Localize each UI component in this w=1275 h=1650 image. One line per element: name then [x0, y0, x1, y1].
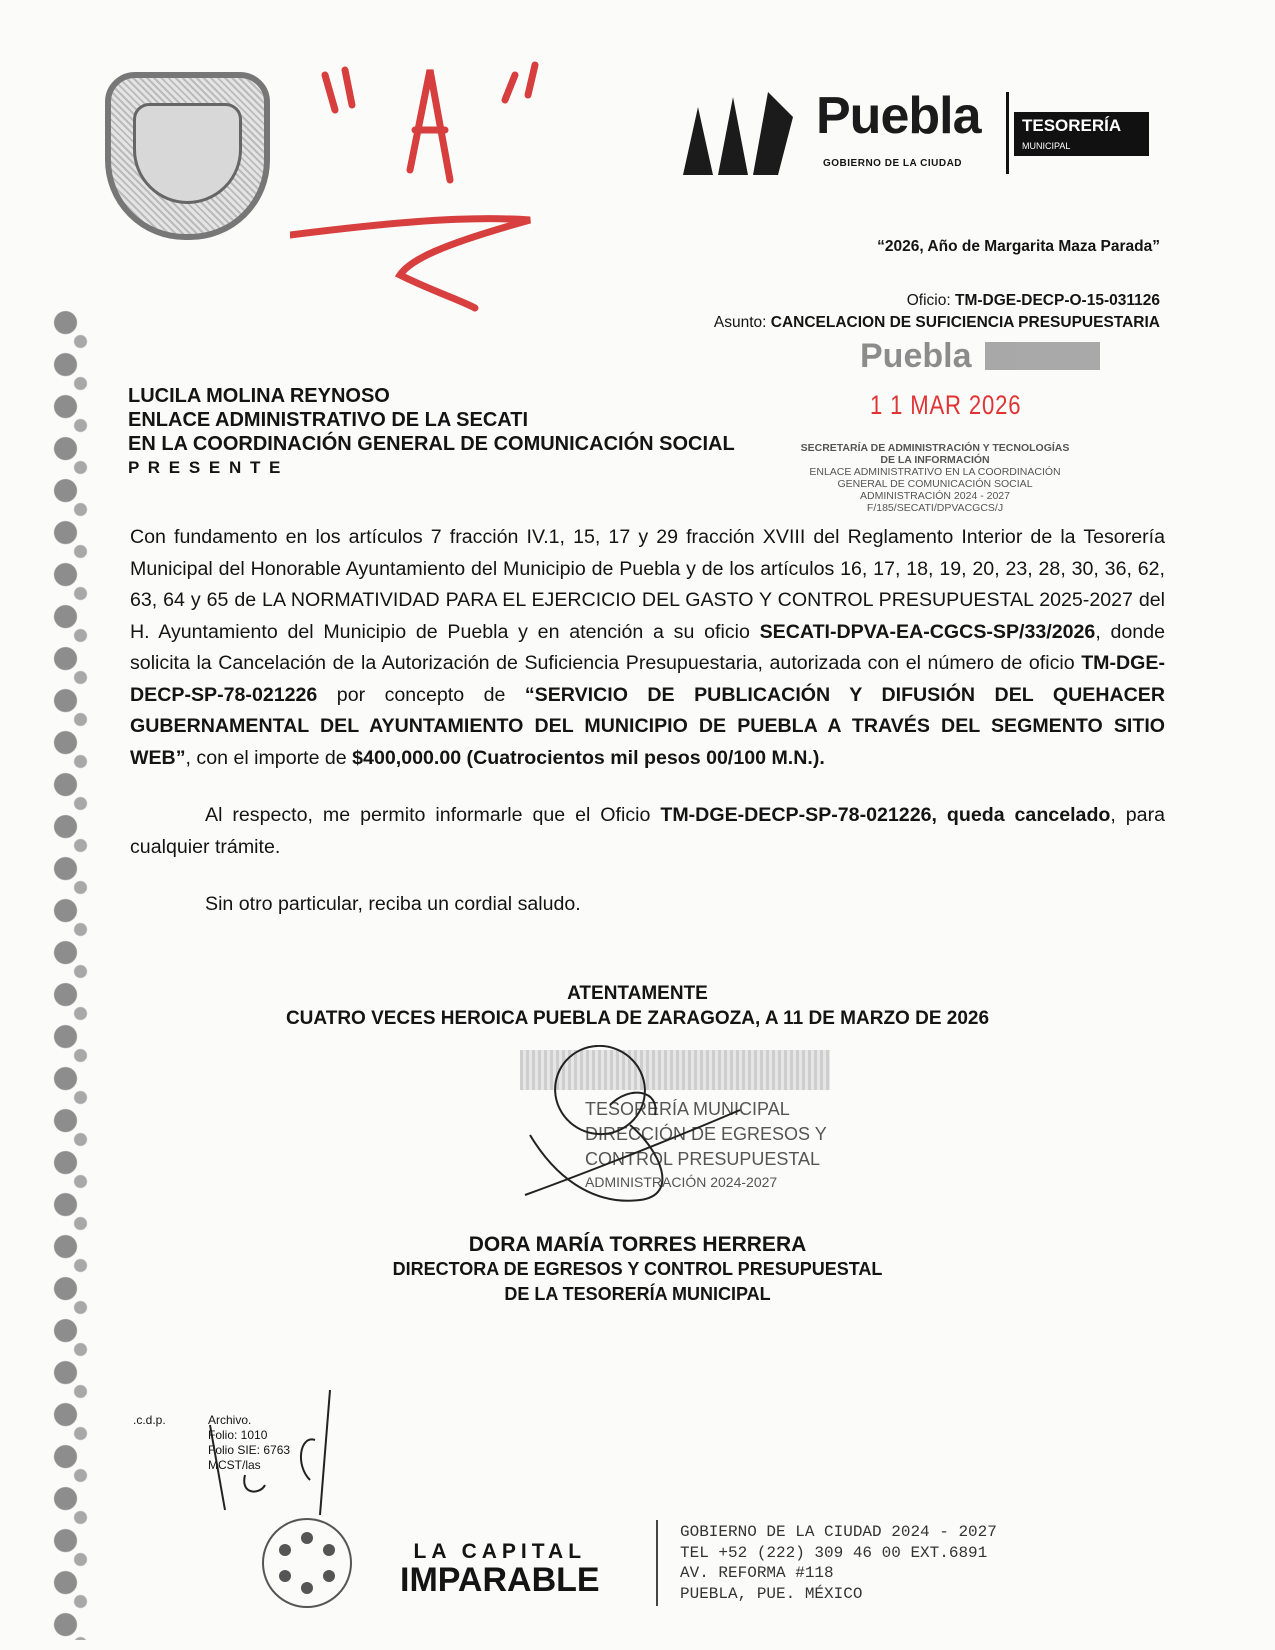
- cathedral-emblem-icon: [678, 87, 808, 175]
- footer-divider: [656, 1520, 658, 1606]
- footer-contact: GOBIERNO DE LA CIUDAD 2024 - 2027 TEL +52 (222) 309 46 00 EXT.6891 AV. REFORMA #118 PUEBLA, PUE. MÉXICO: [680, 1523, 997, 1603]
- closing-greeting: Sin otro particular, reciba un cordial saludo.: [205, 893, 581, 915]
- secati-received-stamp-text: SECRETARÍA DE ADMINISTRACIÓN Y TECNOLOGÍAS DE LA INFORMACIÓN ENLACE ADMINISTRATIVO EN LA COORDINACIÓN GENERAL DE COMUNICACIÓN SOCIAL ADMINISTRACIÓN 2024 - 2027 F/185/SECATI/DPVACGCS/J: [800, 442, 1070, 514]
- body-paragraph-2: Al respecto, me permito informarle que el Oficio TM-DGE-DECP-SP-78-021226, queda cancelado, para cualquier trámite.: [130, 804, 1166, 858]
- atentamente: ATENTAMENTE: [567, 983, 708, 1004]
- logo-wordmark: Puebla: [816, 87, 981, 145]
- secati-received-logo-stamp: [760, 336, 1110, 382]
- signature-and-tesoreria-stamp: [520, 1045, 880, 1215]
- addressee-block: [128, 384, 735, 480]
- tesoreria-badge: TESORERÍA MUNICIPAL: [1014, 112, 1149, 156]
- cc-label: .c.d.p.: [133, 1413, 166, 1427]
- logo-divider: [1006, 92, 1009, 174]
- addressee-department: EN LA COORDINACIÓN GENERAL DE COMUNICACIÓN SOCIAL: [128, 433, 735, 455]
- norma-igualdad-laboral-seal: [262, 1518, 352, 1608]
- asunto-value: CANCELACION DE SUFICIENCIA PRESUPUESTARIA: [770, 314, 1160, 331]
- addressee-title: ENLACE ADMINISTRATIVO DE LA SECATI: [128, 409, 528, 431]
- initials-signature: [205, 1385, 335, 1515]
- body-paragraph-1: Con fundamento en los artículos 7 fracción IV.1, 15, 17 y 29 fracción XVIII del Reglamento Interior de la Tesorería Municipal del Honorable Ayuntamiento del Municipio de Puebla y de los artículos 16, 17, 18, 19, 20, 23, 28, 30, 36, 62, 63, 64 y 65 de LA NORMATIVIDAD PARA EL EJERCICIO DEL GASTO Y CONTROL PRESUPUESTAL 2025-2027 del H. Ayuntamiento del Municipio de Puebla y en atención a su oficio SECATI-DPVA-EA-CGCS-SP/33/2026, donde solicita la Cancelación de la Autorización de Suficiencia Presupuestaria, autorizada con el número de oficio TM-DGE-DECP-SP-78-021226 por concepto de “SERVICIO DE PUBLICACIÓN Y DIFUSIÓN DEL QUEHACER GUBERNAMENTAL DEL AYUNTAMIENTO DEL MUNICIPIO DE PUEBLA A TRAVÉS DEL SEGMENTO SITIO WEB”, con el importe de $400,000.00 (Cuatrocientos mil pesos 00/100 M.N.).: [130, 526, 1166, 769]
- handwritten-red-a-mark: [290, 30, 580, 330]
- handwritten-signature: [520, 1045, 880, 1215]
- signer-title: DIRECTORA DE EGRESOS Y CONTROL PRESUPUESTAL: [392, 1259, 883, 1279]
- oficio-label: Oficio:: [906, 292, 951, 309]
- addressee-name: LUCILA MOLINA REYNOSO: [128, 385, 390, 407]
- received-date-stamp: 1 1 MAR 2026: [870, 390, 1022, 420]
- asunto-label: Asunto:: [713, 314, 767, 331]
- decorative-left-border: [28, 310, 103, 1640]
- puebla-tesoreria-logo: [678, 82, 1158, 178]
- tesoreria-stamp-text: TESORERÍA MUNICIPAL DIRECCIÓN DE EGRESOS Y CONTROL PRESUPUESTAL ADMINISTRACIÓN 2024-2027: [585, 1099, 827, 1190]
- municipal-coat-of-arms-seal: [105, 72, 270, 240]
- oficio-block: [714, 290, 1160, 334]
- cc-list: Archivo. Folio: 1010 Folio SIE: 6763 MCST/las: [208, 1413, 291, 1472]
- signer-name: DORA MARÍA TORRES HERRERA: [468, 1233, 807, 1256]
- letter-body: [130, 522, 1165, 921]
- place-and-date: CUATRO VECES HEROICA PUEBLA DE ZARAGOZA, A 11 DE MARZO DE 2026: [285, 1008, 990, 1029]
- oficio-number: TM-DGE-DECP-O-15-031126: [954, 292, 1160, 309]
- la-capital-imparable-logo: LA CAPITAL IMPARABLE: [400, 1540, 600, 1599]
- signer-department: DE LA TESORERÍA MUNICIPAL: [504, 1284, 771, 1304]
- addressee-presente: P R E S E N T E: [128, 458, 283, 477]
- logo-subtitle: GOBIERNO DE LA CIUDAD: [823, 158, 963, 169]
- year-motto: “2026, Año de Margarita Maza Parada”: [877, 238, 1160, 255]
- stamp-logo-word: Puebla: [860, 337, 972, 375]
